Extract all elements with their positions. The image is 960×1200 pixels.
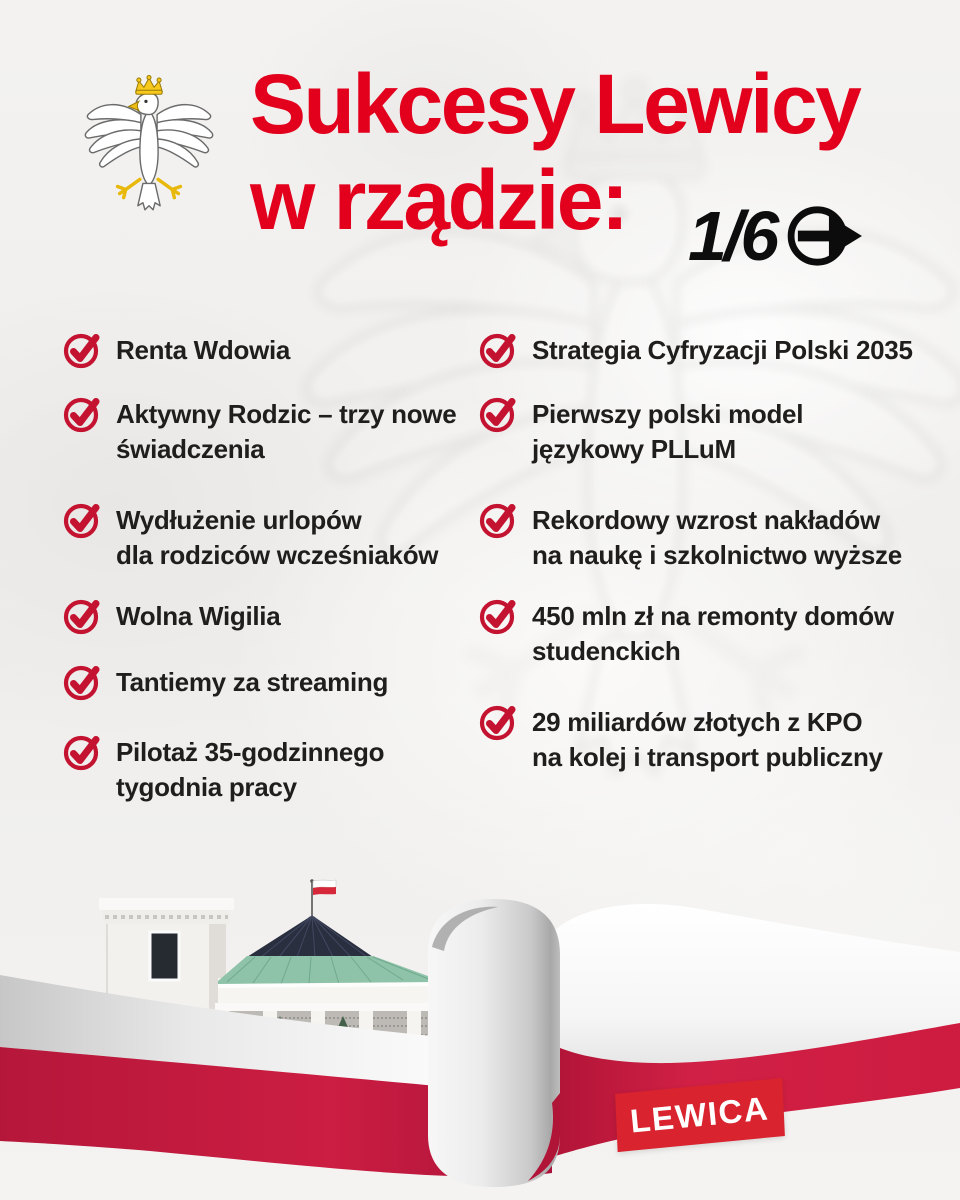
item-line: Rekordowy wzrost nakładów <box>532 505 880 535</box>
checklist-item <box>62 596 280 636</box>
checklist-item <box>478 330 913 370</box>
item-line: na naukę i szkolnictwo wyższe <box>532 540 902 570</box>
checklist-item-text <box>116 397 456 467</box>
poland-flag-ribbon <box>0 855 960 1200</box>
check-circle-icon <box>478 596 518 636</box>
checklist-item <box>62 394 456 467</box>
checklist-item <box>478 702 883 775</box>
item-line: Aktywny Rodzic – trzy nowe <box>116 399 457 429</box>
item-line: Wydłużenie urlopów <box>116 505 362 535</box>
item-line: Tantiemy za streaming <box>116 667 389 697</box>
checklist-item-text <box>532 397 803 467</box>
title-line-1: Sukcesy Lewicy <box>250 57 860 151</box>
check-circle-icon <box>62 732 102 772</box>
item-line: Pilotaż 35-godzinnego <box>116 737 385 767</box>
lewica-logo-text: LEWICA <box>628 1089 771 1140</box>
checklist-item-text <box>532 333 913 368</box>
item-line: na kolej i transport publiczny <box>532 742 883 772</box>
checklist-item <box>62 500 438 573</box>
polish-eagle-emblem <box>80 74 218 224</box>
checklist-item-text <box>532 599 894 669</box>
checklist-item-text <box>116 599 280 634</box>
check-circle-icon <box>62 500 102 540</box>
check-circle-icon <box>478 330 518 370</box>
item-line: Strategia Cyfryzacji Polski 2035 <box>532 335 913 365</box>
pagination <box>688 196 868 276</box>
checklist-item <box>62 330 290 370</box>
checklist-item-text <box>532 503 902 573</box>
checklist-item <box>478 500 902 573</box>
item-line: Renta Wdowia <box>116 335 291 365</box>
check-circle-icon <box>62 662 102 702</box>
item-line: dla rodziców wcześniaków <box>116 540 439 570</box>
item-line: 29 miliardów złotych z KPO <box>532 707 863 737</box>
checklist-item <box>62 662 388 702</box>
checklist-item-text <box>116 665 388 700</box>
checklist-item-text <box>116 503 438 573</box>
checklist-item <box>478 596 894 669</box>
item-line: 450 mln zł na remonty domów <box>532 601 894 631</box>
item-line: Pierwszy polski model <box>532 399 804 429</box>
checklist-item <box>478 394 803 467</box>
check-circle-icon <box>478 394 518 434</box>
item-line: świadczenia <box>116 434 265 464</box>
check-circle-icon <box>62 394 102 434</box>
item-line: Wolna Wigilia <box>116 601 281 631</box>
check-circle-icon <box>478 500 518 540</box>
check-circle-icon <box>62 596 102 636</box>
page-counter: 1/6 <box>688 197 777 275</box>
check-circle-icon <box>62 330 102 370</box>
title-line-2: w rządzie: <box>250 153 627 247</box>
checklist-item-text <box>116 735 384 805</box>
checklist-item-text <box>532 705 883 775</box>
check-circle-icon <box>478 702 518 742</box>
checklist-item-text <box>116 333 290 368</box>
arrow-right-circle-icon[interactable] <box>786 203 868 269</box>
item-line: językowy PLLuM <box>532 434 736 464</box>
item-line: tygodnia pracy <box>116 772 297 802</box>
checklist-item <box>62 732 384 805</box>
item-line: studenckich <box>532 636 681 666</box>
